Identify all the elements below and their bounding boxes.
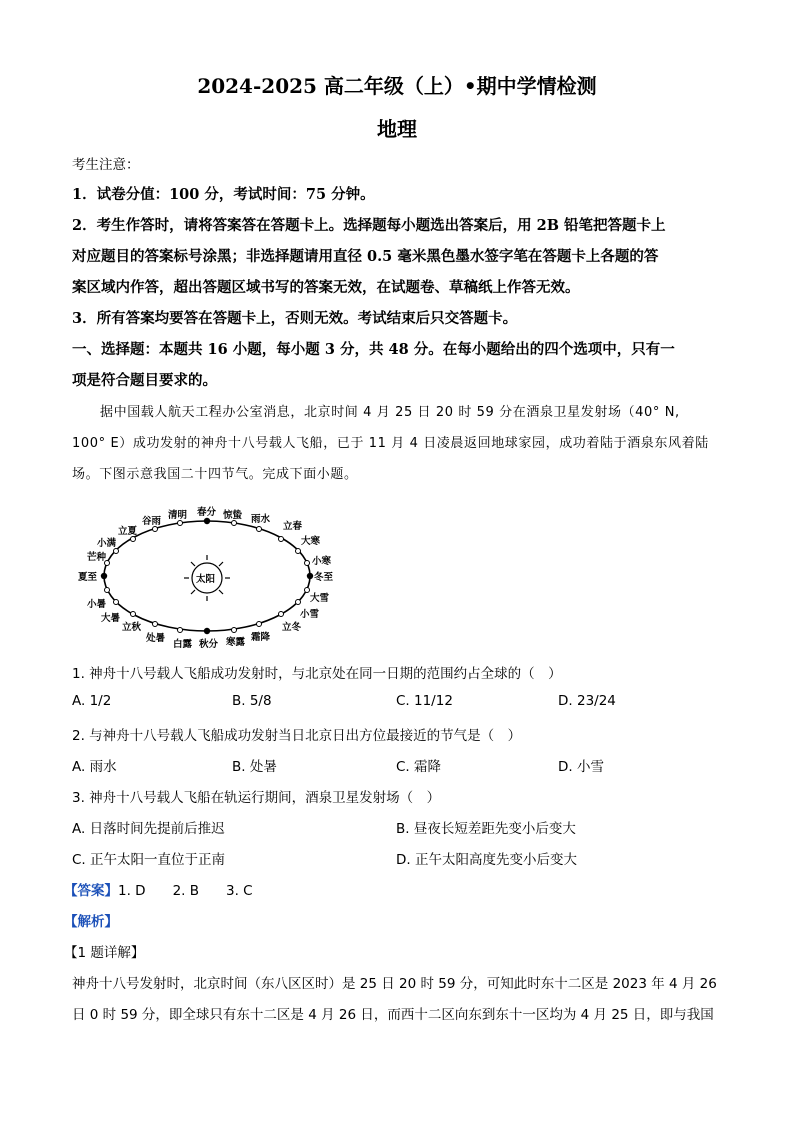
notice-item-3: 3．所有答案均要答在答题卡上，否则无效。考试结束后只交答题卡。 — [72, 310, 518, 327]
passage-line-3: 场。下图示意我国二十四节气。完成下面小题。 — [72, 467, 358, 482]
point-qingming — [178, 521, 183, 526]
point-lidong — [279, 612, 284, 617]
analysis-tag: 【解析】 — [64, 914, 118, 930]
point-jingzhe — [232, 521, 237, 526]
question-1-option-d: D. 23/24 — [558, 693, 616, 709]
section-heading: 一、选择题：本题共 16 小题，每小题 3 分，共 48 分。在每小题给出的四个选项中，只有一 — [72, 341, 675, 358]
passage-line-2: 100° E）成功发射的神舟十八号载人飞船，已于 11 月 4 日凌晨返回地球家园，成功着陆于酒泉东风着陆 — [72, 436, 709, 451]
question-3-option-a: A. 日落时间先提前后推迟 — [72, 821, 225, 837]
point-yushui — [257, 527, 262, 532]
label-guyu: 谷雨 — [142, 516, 162, 527]
point-shuangjiang — [257, 622, 262, 627]
label-dashu: 大暑 — [101, 613, 121, 624]
label-lidong: 立冬 — [282, 622, 302, 633]
label-liqiu: 立秋 — [122, 622, 142, 633]
point-guyu — [153, 527, 158, 532]
question-1-option-a: A. 1/2 — [72, 693, 112, 709]
passage-line-1: 据中国载人航天工程办公室消息，北京时间 4 月 25 日 20 时 59 分在酒泉卫星发射场（40° N, — [100, 405, 680, 420]
label-xiaoman: 小满 — [97, 538, 117, 549]
question-2-option-c: C. 霜降 — [396, 759, 442, 775]
answer-tag: 【答案】 — [64, 883, 118, 899]
point-daxue — [305, 588, 310, 593]
notice-item-2: 2．考生作答时，请将答案答在答题卡上。选择题每小题选出答案后，用 2B 铅笔把答题卡上 — [72, 217, 666, 234]
label-chunfen: 春分 — [197, 507, 217, 518]
answer-line — [64, 879, 253, 899]
page-title: 2024-2025 高二年级（上）•期中学情检测 — [197, 74, 597, 98]
subject-title: 地理 — [377, 117, 417, 141]
point-chunfen — [204, 518, 210, 524]
point-qiufen — [204, 628, 210, 634]
detail-heading: 【1 题详解】 — [64, 945, 145, 961]
point-bailu — [178, 628, 183, 633]
point-liqiu — [131, 612, 136, 617]
question-2-option-a: A. 雨水 — [72, 759, 117, 775]
point-xiaohan — [305, 561, 310, 566]
question-1-option-b: B. 5/8 — [232, 693, 272, 709]
point-chushu — [153, 622, 158, 627]
question-1-option-c: C. 11/12 — [396, 693, 453, 709]
label-xiaoxue: 小雪 — [300, 609, 320, 620]
question-3-option-d: D. 正午太阳高度先变小后变大 — [396, 852, 577, 868]
label-bailu: 白露 — [173, 639, 193, 650]
point-dongzhi — [307, 573, 313, 579]
point-hanlu — [232, 628, 237, 633]
question-1-stem: 1. 神舟十八号载人飞船成功发射时，与北京处在同一日期的范围约占全球的（ ） — [72, 666, 562, 682]
point-lichun — [279, 537, 284, 542]
point-xiaoxue — [296, 600, 301, 605]
question-2-stem: 2. 与神舟十八号载人飞船成功发射当日北京日出方位最接近的节气是（ ） — [72, 728, 522, 744]
label-dongzhi: 冬至 — [314, 572, 334, 583]
label-shuangjiang: 霜降 — [251, 632, 271, 643]
question-2-option-d: D. 小雪 — [558, 759, 604, 775]
question-2-option-b: B. 处暑 — [232, 759, 277, 775]
detail-line-1: 神舟十八号发射时，北京时间（东八区区时）是 25 日 20 时 59 分，可知此时东十二区是 2023 年 4 月 26 — [72, 976, 717, 992]
label-lixia: 立夏 — [118, 526, 138, 537]
label-qiufen: 秋分 — [199, 639, 219, 650]
question-3-option-b: B. 昼夜长短差距先变小后变大 — [396, 821, 576, 837]
answer-values: 1. D 2. B 3. C — [118, 883, 253, 899]
sun-label: 太阳 — [196, 574, 216, 585]
label-lichun: 立春 — [283, 521, 303, 532]
notice-heading: 考生注意： — [72, 157, 140, 173]
question-3-stem: 3. 神舟十八号载人飞船在轨运行期间，酒泉卫星发射场（ ） — [72, 790, 441, 806]
label-xiazhi: 夏至 — [78, 572, 98, 583]
notice-item-2-cont2: 案区域内作答，超出答题区域书写的答案无效，在试题卷、草稿纸上作答无效。 — [72, 279, 580, 296]
label-daxue: 大雪 — [310, 593, 330, 604]
label-mangzhong: 芒种 — [87, 552, 107, 563]
point-xiazhi — [101, 573, 107, 579]
label-xiaoshu: 小暑 — [87, 599, 107, 610]
notice-item-1: 1．试卷分值：100 分，考试时间：75 分钟。 — [72, 186, 375, 203]
point-lixia — [131, 537, 136, 542]
label-yushui: 雨水 — [251, 514, 271, 525]
point-xiaoman — [114, 549, 119, 554]
label-chushu: 处暑 — [146, 633, 166, 644]
label-jingzhe: 惊蛰 — [223, 510, 243, 521]
point-dashu — [114, 600, 119, 605]
label-xiaohan: 小寒 — [312, 556, 332, 567]
point-dahan — [296, 549, 301, 554]
question-3-option-c: C. 正午太阳一直位于正南 — [72, 852, 226, 868]
label-qingming: 清明 — [168, 510, 188, 521]
label-dahan: 大寒 — [301, 536, 321, 547]
section-heading-cont: 项是符合题目要求的。 — [72, 372, 217, 389]
solar-terms-diagram — [70, 500, 370, 650]
label-hanlu: 寒露 — [226, 637, 246, 648]
detail-line-2: 日 0 时 59 分，即全球只有东十二区是 4 月 26 日，而西十二区向东到东十一区均为 4 月 25 日，即与我国 — [72, 1007, 714, 1023]
notice-item-2-cont: 对应题目的答案标号涂黑；非选择题请用直径 0.5 毫米黑色墨水签字笔在答题卡上各题的答 — [72, 248, 659, 265]
point-xiaoshu — [105, 588, 110, 593]
